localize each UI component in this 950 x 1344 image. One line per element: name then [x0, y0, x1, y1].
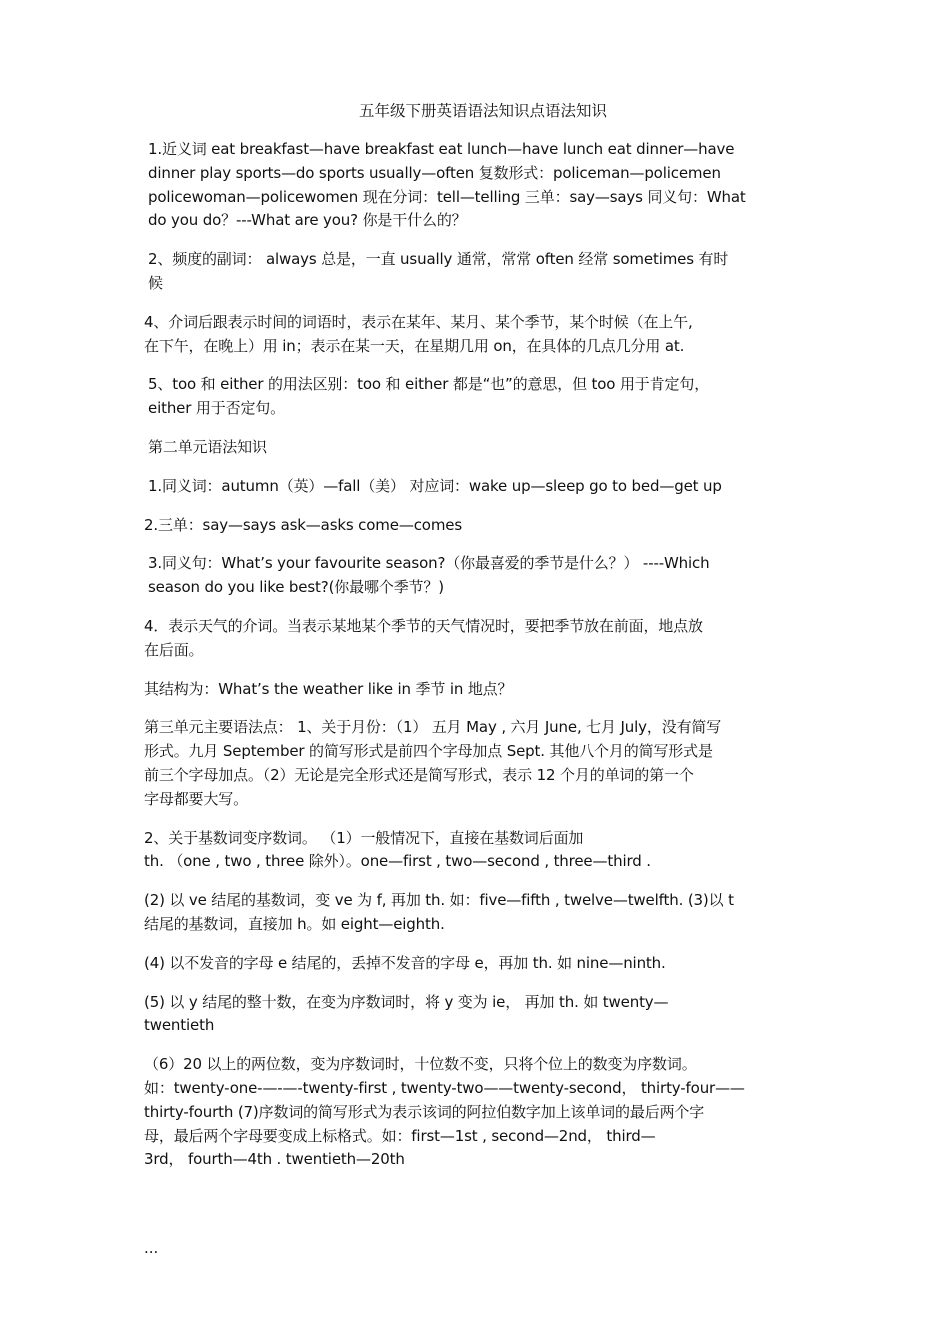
paragraph-unit2-third-person: 2.三单：say—says ask—asks come—comes — [144, 515, 463, 534]
paragraph-ordinals-silent-e: (4) 以不发音的字母 e 结尾的，丢掉不发音的字母 e，再加 th. 如 nine—ninth. — [144, 953, 666, 972]
paragraph-weather-structure: 其结构为：What’s the weather like in 季节 in 地点？ — [144, 679, 513, 698]
paragraph-unit2-synonyms: 1.同义词：autumn（英）—fall（美） 对应词：wake up—sleep go to bed—get up — [148, 476, 722, 495]
paragraph-ordinals-ve-t: (2) 以 ve 结尾的基数词，变 ve 为 f, 再加 th. 如：five—fifth , twelve—twelfth. (3)以 t 结尾的基数词，直接加 h。如 eight—eighth. — [144, 891, 734, 933]
paragraph-time-prepositions: 4、介词后跟表示时间的词语时，表示在某年、某月、某个季节，某个时候（在上午, 在下午，在晚上）用 in；表示在某一天，在星期几用 on，在具体的几点几分用 at. — [144, 312, 693, 355]
paragraph-unit2-same-meaning: 3.同义句：What’s your favourite season?（你最喜爱的季节是什么？） ----Which season do you like best?(你最哪个季节？) — [148, 554, 710, 597]
paragraph-too-either: 5、too 和 either 的用法区别：too 和 either 都是“也”的意思，但 too 用于肯定句， either 用于否定句。 — [148, 375, 710, 418]
document-title: 五年级下册英语语法知识点语法知识 — [358, 102, 607, 120]
paragraph-unit3-months: 第三单元主要语法点： 1、关于月份：（1） 五月 May , 六月 June, 七月 July，没有简写 形式。九月 September 的简写形式是前四个字母加点 Sept. 其他八个月的简写形式是 前三个字母加点。（2）无论是完全形式还是简写形式，表示 12 个月的单词的第一个 字母都要大写。 — [144, 718, 722, 808]
section-heading-unit-two: 第二单元语法知识 — [148, 437, 267, 456]
paragraph-weather-prepositions: 4．表示天气的介词。当表示某地某个季节的天气情况时，要把季节放在前面，地点放 在后面。 — [144, 616, 703, 659]
paragraph-frequency-adverbs: 2、频度的副词： always 总是，一直 usually 通常，常常 often 经常 sometimes 有时 候 — [148, 250, 729, 292]
paragraph-ordinals-two-digit: （6）20 以上的两位数，变为序数词时，十位数不变，只将个位上的数变为序数词。 如：twenty-one-—-—-twenty-first , twenty-two——twenty-second， thirty-four—— thirty-fourth (7)序数词的简写形式为表示该词的阿拉伯数字加上该单词的最后两个字 母，最后两个字母要变成上标格式。如：first—1st , second—2nd， third— 3rd， fourth—4th . twentieth—20th — [144, 1055, 745, 1169]
continuation-ellipsis: ... — [144, 1239, 159, 1257]
paragraph-synonyms: 1.近义词 eat breakfast—have breakfast eat lunch—have lunch eat dinner—have dinner play sports—do sports usually—often 复数形式：policeman—policemen policewoman—policewomen 现在分词：tell—telling 三单：say—says 同义句：What do you do？---What are you? 你是干什么的？ — [148, 140, 746, 230]
document-page — [144, 98, 808, 1187]
paragraph-ordinals-general: 2、关于基数词变序数词。 （1）一般情况下，直接在基数词后面加 th. （one , two , three 除外）。one—first , two—second , three—third . — [144, 828, 651, 871]
paragraph-ordinals-y: (5) 以 y 结尾的整十数，在变为序数词时，将 y 变为 ie， 再加 th. 如 twenty— twentieth — [144, 992, 669, 1035]
